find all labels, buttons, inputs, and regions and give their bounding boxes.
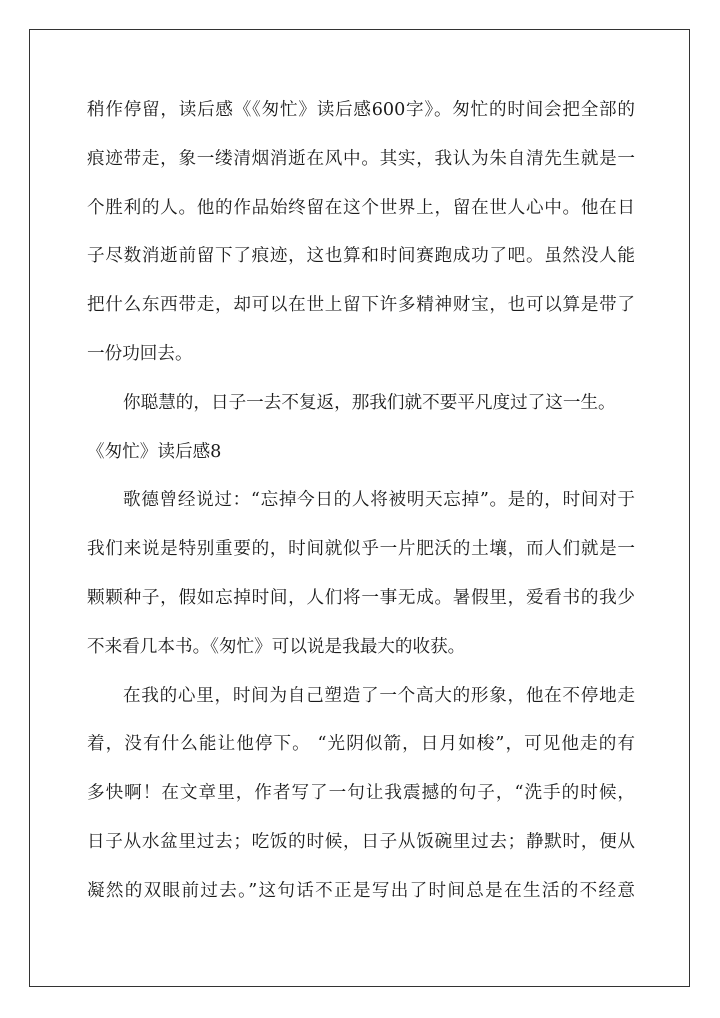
document-body [87, 92, 635, 922]
paragraph-line: 把什么东西带走，却可以在世上留下许多精神财宝，也可以算是带了 [87, 295, 635, 316]
paragraph-line: 稍作停留，读后感《《匆忙》读后感600字》。匆忙的时间会把全部的 [87, 100, 635, 120]
paragraph-line: 在我的心里，时间为自己塑造了一个高大的形象，他在不停地走 [123, 685, 635, 706]
paragraph-line: 你聪慧的，日子一去不复返，那我们就不要平凡度过了这一生。 [123, 392, 616, 413]
paragraph-line: 我们来说是特别重要的，时间就似乎一片肥沃的土壤，而人们就是一 [87, 539, 635, 560]
section-heading: 《匆忙》读后感8 [87, 441, 222, 462]
paragraph-line: 颗颗种子，假如忘掉时间，人们将一事无成。暑假里，爱看书的我少 [87, 587, 635, 608]
paragraph-line: 凝然的双眼前过去。”这句话不正是写出了时间总是在生活的不经意 [87, 880, 635, 901]
paragraph-line: 歌德曾经说过：“忘掉今日的人将被明天忘掉”。是的，时间对于 [123, 490, 635, 511]
paragraph-line: 痕迹带走，象一缕清烟消逝在风中。其实，我认为朱自清先生就是一 [87, 148, 635, 169]
paragraph-line: 日子从水盆里过去；吃饭的时候，日子从饭碗里过去；静默时，便从 [87, 831, 635, 852]
paragraph-line: 不来看几本书。《匆忙》可以说是我最大的收获。 [87, 636, 466, 657]
paragraph-line: 子尽数消逝前留下了痕迹，这也算和时间赛跑成功了吧。虽然没人能 [87, 246, 635, 267]
paragraph-line: 着，没有什么能让他停下。 “光阴似箭，日月如梭”，可见他走的有 [87, 734, 635, 755]
paragraph-line: 一份功回去。 [87, 343, 193, 364]
paragraph-line: 多快啊！在文章里，作者写了一句让我震撼的句子，“洗手的时候， [87, 783, 635, 804]
paragraph-line: 个胜利的人。他的作品始终留在这个世界上，留在世人心中。他在日 [87, 197, 635, 218]
